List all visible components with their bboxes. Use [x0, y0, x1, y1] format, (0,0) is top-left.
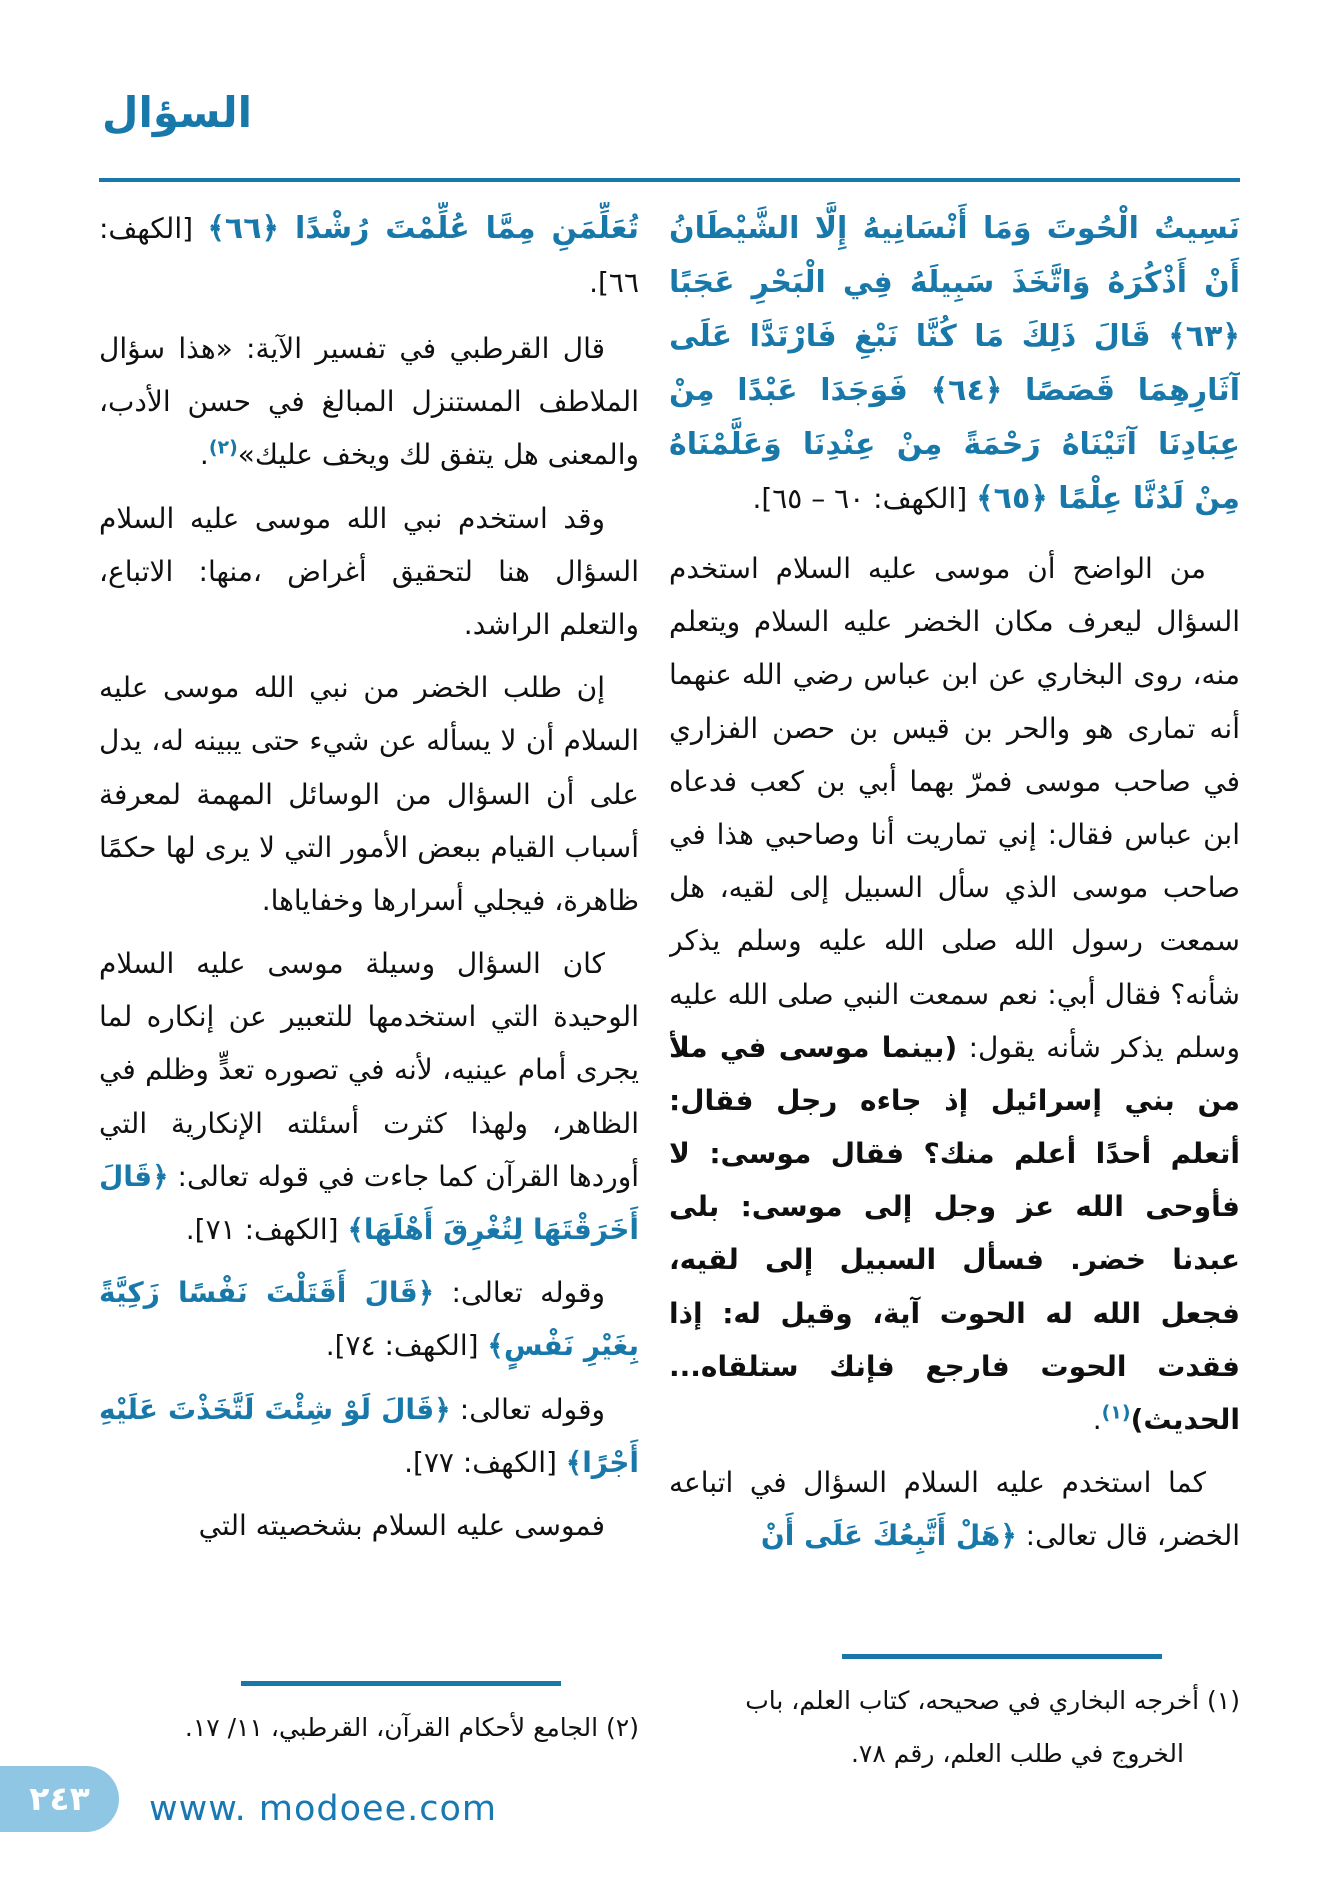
hadith-quote: (بينما موسى في ملأ من بني إسرائيل إذ جاءه رجل فقال: أتعلم أحدًا أعلم منك؟ فقال موسى: لا فأوحى الله عز وجل إلى موسى: بلى عبدنا خضر. فسأل السبيل إلى لقيه، فجعل الله له الحوت آية، وقيل له: إذا فقدت الحوت فارجع فإنك ستلقاه... الحديث) — [669, 1030, 1240, 1436]
footnote-marker-2: (٢) — [208, 437, 238, 460]
quran-inline-verse: ﴿هَلْ أَتَّبِعُكَ عَلَى أَنْ — [760, 1519, 1017, 1553]
paragraph-qurtubi — [99, 322, 639, 482]
paragraph-musa-questions — [99, 937, 639, 1256]
footnote-marker-1: (١) — [1101, 1401, 1131, 1424]
page-number: ٢٤٣ — [29, 1779, 90, 1818]
footnote-area-right — [669, 1654, 1240, 1780]
right-column — [669, 202, 1240, 1780]
paragraph-purposes: وقد استخدم نبي الله موسى عليه السلام السؤال هنا لتحقيق أغراض ،منها: الاتباع، والتعلم الراشد. — [99, 501, 639, 641]
paragraph-verse-77 — [99, 1383, 639, 1489]
verse-reference: [الكهف: ٧١]. — [185, 1213, 348, 1246]
verse-reference: [الكهف: ٧٧]. — [404, 1445, 566, 1479]
header-divider — [99, 178, 1240, 182]
page-header-title: السؤال — [102, 88, 253, 137]
website-url: www. modoee.com — [149, 1789, 497, 1829]
quran-verse-text: نَسِيتُ الْحُوتَ وَمَا أَنْسَانِيهُ إِلَّا الشَّيْطَانُ أَنْ أَذْكُرَهُ وَاتَّخَذَ سَبِيلَهُ فِي الْبَحْرِ عَجَبًا ﴿٦٣﴾ قَالَ ذَلِكَ مَا كُنَّا نَبْغِ فَارْتَدَّا عَلَى آثَارِهِمَا قَصَصًا ﴿٦٤﴾ فَوَجَدَا عَبْدًا مِنْ عِبَادِنَا آتَيْنَاهُ رَحْمَةً مِنْ عِنْدِنَا وَعَلَّمْنَاهُ مِنْ لَدُنَّا عِلْمًا ﴿٦٥﴾ — [669, 211, 1240, 516]
verse-reference: [الكهف: ٦٦]. — [99, 212, 639, 299]
left-column — [99, 202, 639, 1780]
footnote-area-left — [99, 1681, 639, 1755]
paragraph-text: وقوله تعالى: — [450, 1392, 605, 1426]
paragraph-text: قال القرطبي في تفسير الآية: «هذا سؤال الملاطف المستنزل المبالغ في حسن الأدب، والمعنى هل يتفق لك ويخف عليك» — [99, 332, 639, 472]
quran-verse-continuation — [99, 202, 639, 310]
quran-verse-block — [669, 202, 1240, 526]
quran-inline-verse: ﴿قَالَ أَقَتَلْتَ نَفْسًا زَكِيَّةً بِغَيْرِ نَفْسٍ﴾ — [99, 1276, 639, 1363]
footnote-2: (٢) الجامع لأحكام القرآن، القرطبي، ١١/ ١٧. — [184, 1712, 639, 1742]
footnote-1: (١) أخرجه البخاري في صحيحه، كتاب العلم، باب الخروج في طلب العلم، رقم ٧٨. — [745, 1686, 1240, 1768]
paragraph-text: كما استخدم عليه السلام السؤال في اتباعه الخضر، قال تعالى: — [669, 1466, 1240, 1553]
paragraph-khidr-condition: إن طلب الخضر من نبي الله موسى عليه السلام أن لا يسأله عن شيء حتى يبينه له، يدل على أن السؤال من الوسائل المهمة لمعرفة أسباب القيام ببعض الأمور التي لا يرى لها حكمًا ظاهرة، فيجلي أسرارها وخفاياها. — [99, 671, 639, 917]
verse-reference: [الكهف: ٧٤]. — [325, 1329, 488, 1363]
footnote-separator — [842, 1654, 1162, 1659]
sentence-period: . — [199, 438, 209, 472]
paragraph-musa-personality: فموسى عليه السلام بشخصيته التي — [198, 1508, 605, 1542]
quran-inline-verse: ﴿قَالَ أَخَرَقْتَهَا لِتُغْرِقَ أَهْلَهَا﴾ — [99, 1159, 639, 1246]
paragraph-narration — [669, 542, 1240, 1446]
footnote-separator — [241, 1681, 561, 1686]
page-number-tab — [0, 1766, 119, 1832]
quran-verse-text: تُعَلِّمَنِ مِمَّا عُلِّمْتَ رُشْدًا ﴿٦٦﴾ — [207, 211, 639, 246]
paragraph-follow-khidr — [669, 1456, 1240, 1562]
two-column-layout — [99, 202, 1240, 1780]
paragraph-verse-74 — [99, 1266, 639, 1372]
paragraph-text: كان السؤال وسيلة موسى عليه السلام الوحيدة التي استخدمها للتعبير عن إنكاره لما يجرى أمام عينيه، لأنه في تصوره تعدٍّ وظلم في الظاهر، ولهذا كثرت أسئلته الإنكارية التي أوردها القرآن كما جاءت في قوله تعالى: — [99, 947, 639, 1193]
paragraph-text: وقوله تعالى: — [434, 1276, 605, 1310]
sentence-period: . — [1092, 1403, 1102, 1436]
verse-reference: [الكهف: ٦٠ – ٦٥]. — [752, 482, 977, 515]
narration-text: من الواضح أن موسى عليه السلام استخدم السؤال ليعرف مكان الخضر عليه السلام ويتعلم منه، روى البخاري عن ابن عباس رضي الله عنهما أنه تمارى هو والحر بن قيس بن حصن الفزاري في صاحب موسى فمرّ بهما أبي بن كعب فدعاه ابن عباس فقال: إني تماريت أنا وصاحبي هذا في صاحب موسى الذي سأل السبيل إلى لقيه، هل سمعت رسول الله صلى الله عليه وسلم يذكر شأنه؟ فقال أبي: نعم سمعت النبي صلى الله عليه وسلم يذكر شأنه يقول: — [669, 552, 1240, 1064]
quran-inline-verse: ﴿قَالَ لَوْ شِئْتَ لَتَّخَذْتَ عَلَيْهِ أَجْرًا﴾ — [99, 1392, 639, 1479]
